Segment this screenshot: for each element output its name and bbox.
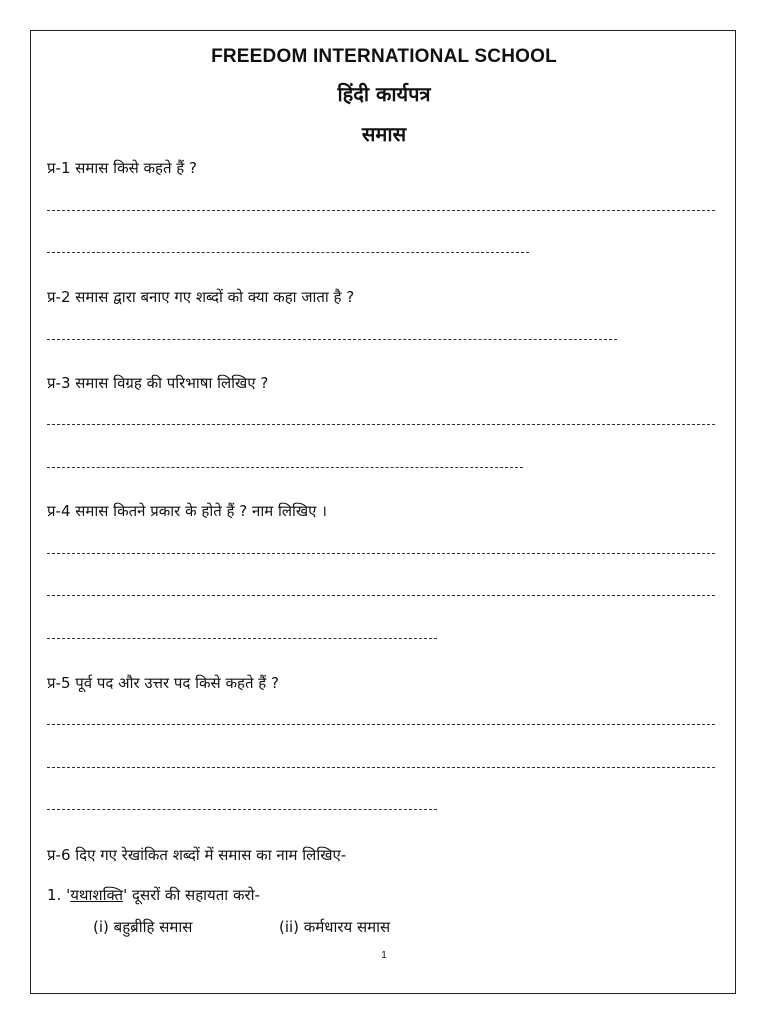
answer-line[interactable]	[47, 339, 617, 340]
quote-close: '	[123, 886, 128, 904]
answer-line[interactable]	[47, 424, 715, 425]
question-number: प्र-6	[47, 846, 71, 864]
answer-line[interactable]	[47, 595, 715, 596]
subquestion-text: दूसरों की सहायता करो-	[131, 886, 260, 904]
option-2[interactable]: (ii) कर्मधारय समास	[279, 918, 391, 936]
school-name: FREEDOM INTERNATIONAL SCHOOL	[211, 46, 557, 67]
question-3	[47, 373, 268, 393]
answer-line[interactable]	[47, 724, 715, 725]
subquestion-number: 1.	[47, 886, 62, 904]
question-text: समास कितने प्रकार के होते हैं ? नाम लिखिए ।	[75, 502, 327, 520]
question-text: दिए गए रेखांकित शब्दों में समास का नाम लिखिए-	[75, 846, 347, 864]
question-6	[47, 845, 346, 865]
question-text: समास विग्रह की परिभाषा लिखिए ?	[75, 374, 269, 392]
question-number: प्र-5	[47, 674, 71, 692]
question-text: समास द्वारा बनाए गए शब्दों को क्या कहा जाता है ?	[75, 288, 355, 306]
question-number: प्र-3	[47, 374, 71, 392]
option-1[interactable]: (i) बहुब्रीहि समास	[93, 918, 193, 936]
quote-open: '	[66, 886, 71, 904]
answer-line[interactable]	[47, 638, 437, 639]
question-number: प्र-2	[47, 288, 71, 306]
question-5	[47, 673, 279, 693]
question-2	[47, 287, 354, 307]
answer-line[interactable]	[47, 809, 437, 810]
subquestion-1	[47, 885, 260, 905]
page-number: 1	[381, 950, 387, 961]
answer-line[interactable]	[47, 467, 523, 468]
answer-line[interactable]	[47, 553, 715, 554]
question-4	[47, 501, 327, 521]
answer-line[interactable]	[47, 252, 529, 253]
question-1	[47, 158, 197, 178]
answer-line[interactable]	[47, 767, 715, 768]
question-text: पूर्व पद और उत्तर पद किसे कहते हैं ?	[75, 674, 279, 692]
answer-line[interactable]	[47, 210, 715, 211]
question-text: समास किसे कहते हैं ?	[75, 159, 197, 177]
question-number: प्र-4	[47, 502, 71, 520]
underlined-word: यथाशक्ति	[70, 886, 124, 904]
question-number: प्र-1	[47, 159, 71, 177]
topic-title: समास	[361, 122, 407, 146]
options-row	[93, 917, 390, 937]
worksheet-title: हिंदी कार्यपत्र	[337, 82, 431, 106]
